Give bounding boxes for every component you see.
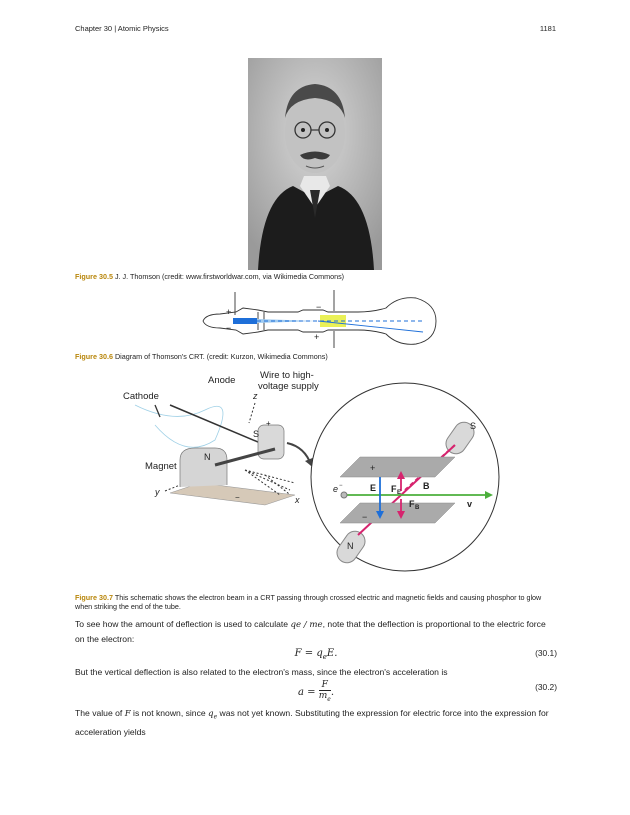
crt-plus-bottom: + bbox=[314, 332, 320, 342]
electron-charge-label: − bbox=[339, 483, 343, 489]
small-plus-label: + bbox=[266, 419, 271, 428]
equation-30-2: a = $\frac{F}{m_e}$ . (30.2) bbox=[297, 680, 557, 703]
crossed-fields-schematic bbox=[115, 365, 520, 590]
page-number: 1181 bbox=[539, 24, 556, 33]
figure-label: Figure 30.5 bbox=[75, 272, 113, 281]
figure-30-5-caption bbox=[75, 272, 555, 281]
force-fb-subscript: B bbox=[415, 505, 420, 511]
text-run: The value of bbox=[75, 708, 125, 718]
paragraph-substitution bbox=[75, 706, 557, 739]
field-e-label: E bbox=[370, 483, 377, 493]
small-minus-label: − bbox=[235, 493, 240, 502]
plate-plus-label: + bbox=[370, 463, 376, 473]
magnet-label: Magnet bbox=[145, 461, 177, 472]
eq-subscript: e bbox=[322, 653, 327, 661]
velocity-v-label: v bbox=[467, 499, 473, 509]
chapter-title: Chapter 30 | Atomic Physics bbox=[75, 24, 169, 33]
paragraph-deflection bbox=[75, 617, 557, 646]
field-b-label: B bbox=[423, 481, 430, 491]
eq-lhs: a = bbox=[297, 686, 316, 698]
crt-tube-diagram bbox=[198, 288, 438, 350]
figure-caption-text: J. J. Thomson (credit: www.firstworldwar.com, via Wikimedia Commons) bbox=[112, 272, 345, 281]
figure-30-6-caption bbox=[75, 352, 555, 361]
anode-label: Anode bbox=[208, 375, 236, 386]
cathode-label: Cathode bbox=[123, 391, 159, 402]
electron-label: e bbox=[333, 484, 339, 494]
magnet-s-label: S bbox=[253, 429, 260, 439]
axis-x-label: x bbox=[295, 495, 300, 505]
crt-minus-left: − bbox=[226, 323, 232, 333]
math-qe: q bbox=[208, 709, 214, 719]
math-qe-subscript: e bbox=[213, 713, 218, 721]
eq-lhs: F bbox=[294, 648, 302, 659]
figure-label: Figure 30.7 bbox=[75, 593, 113, 602]
eq-tail: E. bbox=[326, 648, 338, 659]
text-run: is not known, since bbox=[130, 708, 209, 718]
circle-s-label: S bbox=[470, 421, 477, 431]
thomson-portrait-photo bbox=[248, 58, 382, 270]
equation-30-1 bbox=[75, 648, 557, 662]
denominator: m bbox=[318, 691, 328, 701]
magnet-n-label: N bbox=[204, 452, 211, 462]
math-F: F bbox=[124, 709, 131, 719]
crt-plus-left: + bbox=[226, 307, 232, 317]
denominator-subscript: e bbox=[327, 695, 331, 703]
circle-n-label: N bbox=[347, 541, 354, 551]
crt-minus-top: − bbox=[316, 302, 322, 312]
fraction bbox=[319, 680, 331, 705]
page-header bbox=[75, 24, 556, 33]
text-run: To see how the amount of deflection is used to calculate bbox=[75, 619, 291, 629]
plate-minus-label: − bbox=[362, 512, 368, 522]
wire-label-line1: Wire to high- bbox=[260, 370, 314, 381]
eq-rhs: = q bbox=[304, 648, 323, 659]
equation-number: (30.2) bbox=[535, 682, 557, 692]
force-fe-label: F bbox=[391, 484, 397, 494]
math-qe-me: qe / me bbox=[290, 620, 323, 630]
figure-caption-text: This schematic shows the electron beam in a CRT passing through crossed electric and magnetic fields and causing phosphor to glow when striking the end of the tube. bbox=[75, 593, 542, 611]
text-run: was not yet known. Substituting the expression for electric force into the expression for acceleration yields bbox=[75, 708, 549, 737]
numerator: F bbox=[319, 680, 331, 691]
figure-label: Figure 30.6 bbox=[75, 352, 113, 361]
axis-y-label: y bbox=[155, 487, 160, 497]
equation-number: (30.1) bbox=[535, 648, 557, 658]
force-fb-label: F bbox=[409, 499, 415, 509]
figure-caption-text: Diagram of Thomson's CRT. (credit: Kurzon, Wikimedia Commons) bbox=[112, 352, 328, 361]
force-fe-subscript: E bbox=[397, 490, 402, 496]
axis-z-label: z bbox=[253, 391, 258, 401]
text-run: , note that the deflection is proportional to the electric force on the electron: bbox=[75, 619, 546, 644]
figure-30-7-caption bbox=[75, 593, 555, 611]
wire-label-line2: voltage supply bbox=[258, 381, 319, 392]
paragraph-mass: But the vertical deflection is also related to the electron's mass, since the electron's acceleration is bbox=[75, 667, 448, 677]
